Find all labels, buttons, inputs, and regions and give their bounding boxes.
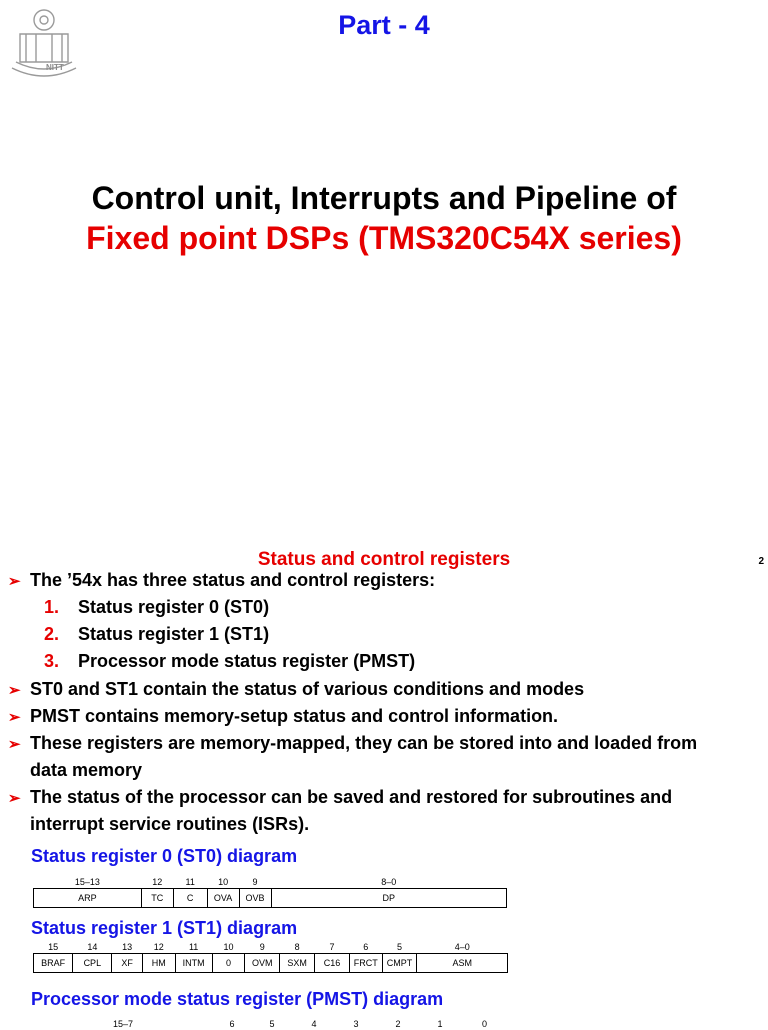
st1-diagram-title: Status register 1 (ST1) diagram bbox=[31, 918, 298, 938]
bit-label: 6 bbox=[229, 1019, 235, 1029]
list-text: Processor mode status register (PMST) bbox=[78, 651, 416, 671]
bit-label: 13 bbox=[122, 942, 133, 952]
bit-label: 3 bbox=[353, 1019, 359, 1029]
st0-diagram-title: Status register 0 (ST0) diagram bbox=[31, 846, 298, 866]
register-field: 0 bbox=[212, 954, 245, 973]
bit-label: 9 bbox=[259, 942, 265, 952]
bit-label: 6 bbox=[363, 942, 369, 952]
register-field: BRAF bbox=[34, 954, 73, 973]
list-text: Status register 0 (ST0) bbox=[78, 597, 270, 617]
bullet-text: These registers are memory-mapped, they can be stored into and loaded from bbox=[30, 733, 698, 753]
pmst-diagram-title: Processor mode status register (PMST) diagram bbox=[31, 989, 444, 1009]
bit-label: 15 bbox=[48, 942, 59, 952]
bullet-item bbox=[8, 676, 584, 704]
register-field: DP bbox=[271, 889, 506, 908]
bit-label: 15–13 bbox=[74, 877, 100, 887]
bit-label: 11 bbox=[188, 942, 199, 952]
register-field: XF bbox=[112, 954, 143, 973]
arrow-bullet-icon: ➢ bbox=[8, 736, 21, 753]
arrow-bullet-icon: ➢ bbox=[8, 682, 21, 699]
list-number: 1. bbox=[44, 597, 60, 617]
bit-label: 1 bbox=[437, 1019, 443, 1029]
bit-label: 7 bbox=[329, 942, 335, 952]
bit-label: 5 bbox=[397, 942, 403, 952]
main-title bbox=[0, 178, 768, 258]
pmst-register-diagram bbox=[33, 1018, 508, 1030]
register-field: INTM bbox=[175, 954, 212, 973]
bullet-continuation: interrupt service routines (ISRs). bbox=[30, 814, 310, 834]
bit-label: 12 bbox=[153, 942, 164, 952]
register-field: CMPT bbox=[382, 954, 417, 973]
bullet-item bbox=[8, 730, 697, 758]
list-number: 2. bbox=[44, 624, 60, 644]
bit-label: 4 bbox=[311, 1019, 317, 1029]
list-item bbox=[44, 621, 269, 648]
arrow-bullet-icon: ➢ bbox=[8, 709, 21, 726]
list-item bbox=[44, 648, 415, 675]
bit-label: 9 bbox=[252, 877, 258, 887]
register-field: HM bbox=[142, 954, 175, 973]
register-field: OVM bbox=[245, 954, 280, 973]
bit-label: 8 bbox=[294, 942, 300, 952]
bit-label: 15–7 bbox=[112, 1019, 134, 1029]
bit-label: 10 bbox=[218, 877, 229, 887]
bullet-text: The ’54x has three status and control registers: bbox=[30, 570, 436, 590]
register-field: C bbox=[173, 889, 207, 908]
bit-label: 5 bbox=[269, 1019, 275, 1029]
bullet-item bbox=[8, 703, 558, 731]
part-title: Part - 4 bbox=[338, 10, 430, 40]
bit-label: 8–0 bbox=[381, 877, 397, 887]
register-field: CPL bbox=[73, 954, 112, 973]
slide-title: Status and control registers bbox=[257, 549, 511, 570]
bullet-text: The status of the processor can be saved and restored for subroutines and bbox=[30, 787, 673, 807]
bit-label: 11 bbox=[185, 877, 195, 887]
main-title-line1: Control unit, Interrupts and Pipeline of bbox=[91, 180, 677, 216]
list-text: Status register 1 (ST1) bbox=[78, 624, 270, 644]
register-field: C16 bbox=[315, 954, 350, 973]
bit-label: 10 bbox=[223, 942, 234, 952]
logo-text: NITT bbox=[46, 63, 64, 72]
bit-label: 12 bbox=[152, 877, 163, 887]
register-field: ARP bbox=[34, 889, 142, 908]
bullet-continuation: data memory bbox=[30, 760, 143, 780]
bullet-item bbox=[8, 567, 435, 595]
st1-register-diagram bbox=[33, 941, 508, 973]
bit-label: 4–0 bbox=[454, 942, 470, 952]
register-field: TC bbox=[141, 889, 173, 908]
register-field: OVB bbox=[239, 889, 271, 908]
register-field: SXM bbox=[280, 954, 315, 973]
page-number: 2 bbox=[758, 556, 764, 567]
bit-label: 2 bbox=[395, 1019, 401, 1029]
main-title-line2: Fixed point DSPs (TMS320C54X series) bbox=[86, 220, 682, 256]
list-number: 3. bbox=[44, 651, 60, 671]
bullet-text: PMST contains memory-setup status and control information. bbox=[30, 706, 559, 726]
bullet-item bbox=[8, 784, 672, 812]
bullet-text: ST0 and ST1 contain the status of various conditions and modes bbox=[30, 679, 585, 699]
bit-label: 0 bbox=[481, 1019, 487, 1029]
register-field: ASM bbox=[417, 954, 508, 973]
register-field: FRCT bbox=[349, 954, 382, 973]
st0-register-diagram bbox=[33, 876, 507, 908]
list-item bbox=[44, 594, 269, 621]
arrow-bullet-icon: ➢ bbox=[8, 573, 21, 590]
arrow-bullet-icon: ➢ bbox=[8, 790, 21, 807]
bit-label: 14 bbox=[87, 942, 98, 952]
register-field: OVA bbox=[207, 889, 239, 908]
